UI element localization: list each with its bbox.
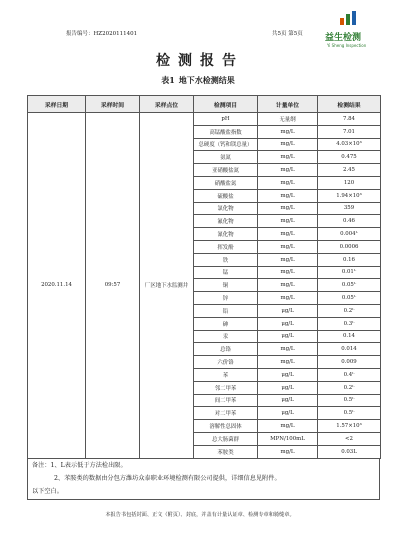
unit-cell: mg/L [258, 151, 318, 164]
result-cell: 4.03×10³ [318, 138, 381, 151]
col-header: 采样点位 [140, 96, 194, 113]
col-header: 检测结果 [318, 96, 381, 113]
result-cell: 0.01ᴸ [318, 266, 381, 279]
result-cell: 0.03L [318, 445, 381, 458]
test-item: 氯化物 [194, 202, 258, 215]
table-title [0, 75, 400, 86]
col-header: 计量单位 [258, 96, 318, 113]
result-cell: 0.2ᴸ [318, 304, 381, 317]
result-cell: 120 [318, 176, 381, 189]
table-number: 表1 [161, 75, 175, 85]
test-item: 六价铬 [194, 356, 258, 369]
result-cell: 7.84 [318, 113, 381, 126]
unit-cell: mg/L [258, 356, 318, 369]
test-item: 汞 [194, 330, 258, 343]
notes-section [27, 459, 380, 500]
unit-cell: μg/L [258, 407, 318, 420]
unit-cell: MPN/100mL [258, 432, 318, 445]
logo-icon [339, 10, 357, 26]
note-line: 备注：1、L表示低于方法检出限。 [32, 462, 127, 469]
logo-subtext: Yi Sheng Inspection [327, 43, 367, 48]
test-item: 高锰酸盐指数 [194, 125, 258, 138]
unit-cell: mg/L [258, 125, 318, 138]
unit-cell: mg/L [258, 292, 318, 305]
sample-time: 09:57 [86, 113, 140, 459]
result-cell: 0.2ᴸ [318, 381, 381, 394]
unit-cell: mg/L [258, 189, 318, 202]
footer-text: 本报告书包括封面、正文（附页）、封底，并盖有计量认证章、检测专章和骑缝章。 [105, 512, 295, 518]
unit-cell: μg/L [258, 304, 318, 317]
test-item: 挥发酚 [194, 240, 258, 253]
sample-date: 2020.11.14 [28, 113, 86, 459]
col-header: 采样日期 [28, 96, 86, 113]
unit-cell: μg/L [258, 381, 318, 394]
result-cell: 0.4ᴸ [318, 368, 381, 381]
result-cell: 0.3ᴸ [318, 317, 381, 330]
unit-cell: mg/L [258, 240, 318, 253]
result-cell: 0.05ᴸ [318, 292, 381, 305]
result-cell: 0.014 [318, 343, 381, 356]
result-cell: 0.14 [318, 330, 381, 343]
test-item: 锌 [194, 292, 258, 305]
col-header: 采样时间 [86, 96, 140, 113]
result-cell: 1.57×10³ [318, 420, 381, 433]
unit-cell: μg/L [258, 368, 318, 381]
col-header: 检测项目 [194, 96, 258, 113]
test-item: 亚硝酸盐氮 [194, 164, 258, 177]
test-item: 锰 [194, 266, 258, 279]
table-header-row [28, 96, 381, 113]
result-cell: <2 [318, 432, 381, 445]
unit-cell: mg/L [258, 420, 318, 433]
unit-cell: 无量纲 [258, 113, 318, 126]
note-line: 2、苯胺类的数据由分包方潍坊众泰职业环境检测有限公司提供，详细信息见附件。 [54, 475, 281, 482]
test-item: 溶解性总固体 [194, 420, 258, 433]
result-cell: 2.45 [318, 164, 381, 177]
result-cell: 0.5ᴸ [318, 394, 381, 407]
test-item: 铅 [194, 304, 258, 317]
result-cell: 0.475 [318, 151, 381, 164]
test-item: 总大肠菌群 [194, 432, 258, 445]
page-title: 检测报告 [156, 53, 244, 69]
unit-cell: mg/L [258, 228, 318, 241]
company-logo [324, 10, 380, 50]
unit-cell: μg/L [258, 394, 318, 407]
test-item: 总铬 [194, 343, 258, 356]
unit-cell: mg/L [258, 215, 318, 228]
unit-cell: mg/L [258, 202, 318, 215]
test-item: 硫酸盐 [194, 189, 258, 202]
result-cell: 0.16 [318, 253, 381, 266]
unit-cell: mg/L [258, 138, 318, 151]
result-cell: 0.46 [318, 215, 381, 228]
result-cell: 359 [318, 202, 381, 215]
test-item: 苯胺类 [194, 445, 258, 458]
test-item: 邻二甲苯 [194, 381, 258, 394]
page-number: 共5页 第5页 [272, 31, 303, 37]
test-item: 氰化物 [194, 228, 258, 241]
test-item: 总硬度（钙和镁总量） [194, 138, 258, 151]
unit-cell: mg/L [258, 164, 318, 177]
test-item: 对二甲苯 [194, 407, 258, 420]
result-cell: 0.0006 [318, 240, 381, 253]
sample-location: 厂区地下水监测井 [140, 113, 194, 459]
unit-cell: mg/L [258, 279, 318, 292]
result-cell: 0.009 [318, 356, 381, 369]
unit-cell: μg/L [258, 317, 318, 330]
unit-cell: mg/L [258, 445, 318, 458]
unit-cell: mg/L [258, 253, 318, 266]
result-cell: 0.05ᴸ [318, 279, 381, 292]
test-item: 铁 [194, 253, 258, 266]
result-cell: 0.004ᴸ [318, 228, 381, 241]
note-line: 以下空白。 [32, 488, 63, 495]
test-item: 砷 [194, 317, 258, 330]
result-cell: 0.5ᴸ [318, 407, 381, 420]
unit-cell: μg/L [258, 330, 318, 343]
test-item: 铜 [194, 279, 258, 292]
logo-text: 益生检测 [325, 33, 362, 43]
table-name: 地下水检测结果 [178, 75, 235, 85]
report-number: 报告编号：HZ2020111401 [66, 31, 138, 37]
results-table [27, 95, 381, 459]
result-cell: 7.01 [318, 125, 381, 138]
unit-cell: mg/L [258, 266, 318, 279]
unit-cell: mg/L [258, 343, 318, 356]
table-row [28, 113, 381, 126]
test-item: 硝酸盐氮 [194, 176, 258, 189]
result-cell: 1.94×10³ [318, 189, 381, 202]
test-item: pH [194, 113, 258, 126]
test-item: 苯 [194, 368, 258, 381]
unit-cell: mg/L [258, 176, 318, 189]
test-item: 氨氮 [194, 151, 258, 164]
test-item: 氟化物 [194, 215, 258, 228]
test-item: 间二甲苯 [194, 394, 258, 407]
